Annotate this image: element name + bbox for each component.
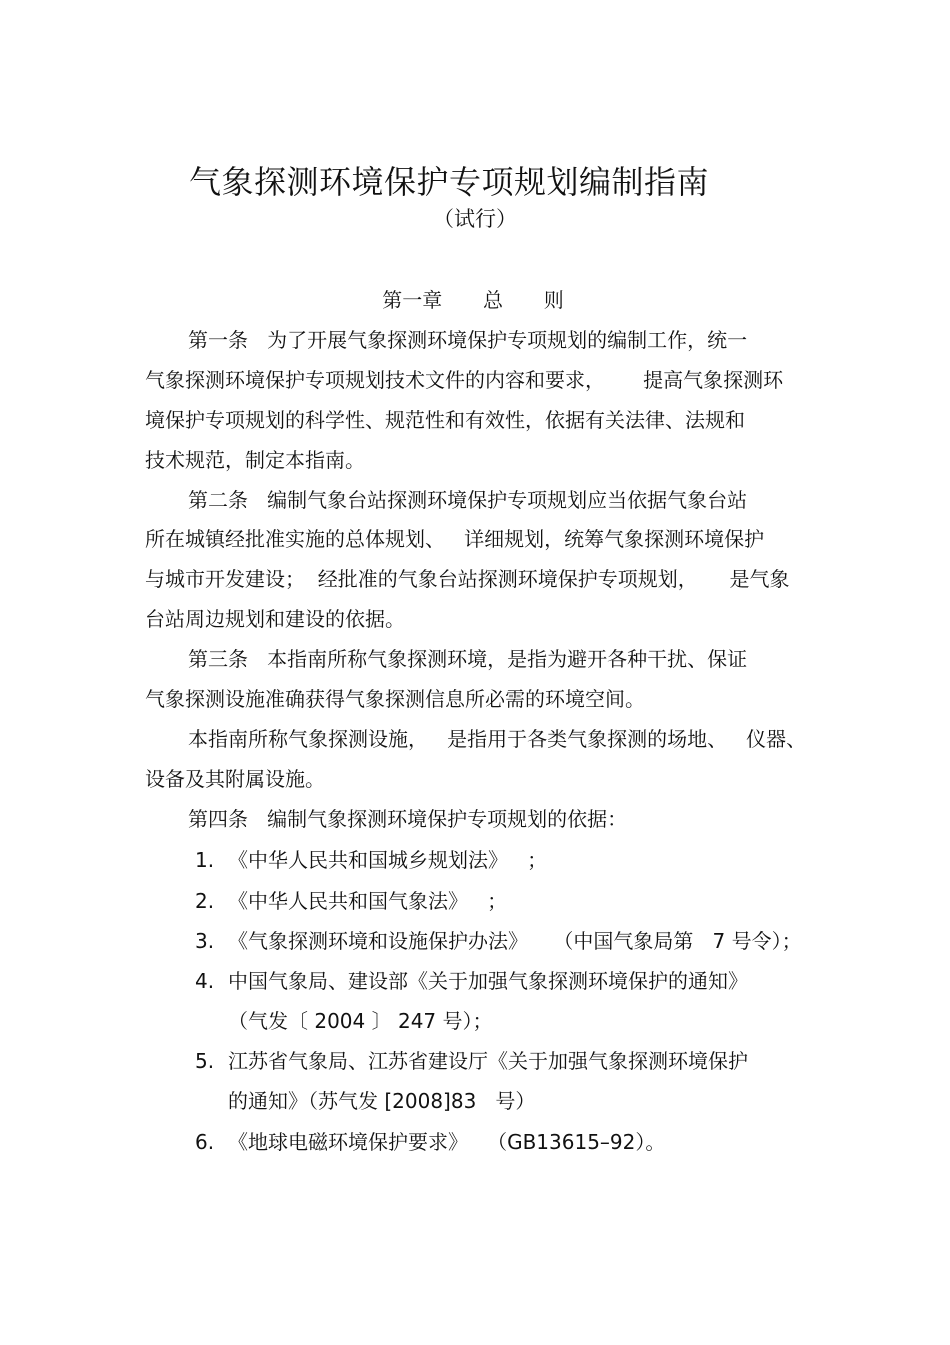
reference-item: 江苏省气象局、江苏省建设厅《关于加强气象探测环境保护 bbox=[228, 1049, 748, 1073]
article-1-line-3: 境保护专项规划的科学性、规范性和有效性，依据有关法律、法规和 bbox=[145, 408, 745, 432]
chapter-heading: 第一章 总 则 bbox=[382, 288, 564, 312]
reference-item: 中国气象局、建设部《关于加强气象探测环境保护的通知》 bbox=[228, 969, 748, 993]
reference-number: 1. bbox=[195, 848, 215, 872]
document-subtitle: （试行） bbox=[433, 207, 517, 231]
article-2-line-1: 第二条 编制气象台站探测环境保护专项规划应当依据气象台站 bbox=[188, 488, 748, 512]
article-2-line-3: 与城市开发建设； 经批准的气象台站探测环境保护专项规划， 是气象 bbox=[145, 567, 790, 591]
reference-number: 3. bbox=[195, 929, 215, 953]
reference-number: 2. bbox=[195, 889, 215, 913]
article-2-line-2: 所在城镇经批准实施的总体规划、 详细规划，统筹气象探测环境保护 bbox=[145, 527, 765, 551]
reference-item-continuation: （气发〔 2004 〕 247 号）； bbox=[228, 1009, 493, 1033]
reference-number: 4. bbox=[195, 969, 215, 993]
article-3-line-2: 气象探测设施准确获得气象探测信息所必需的环境空间。 bbox=[145, 687, 645, 711]
article-3-line-4: 设备及其附属设施。 bbox=[145, 767, 325, 791]
article-1-line-1: 第一条 为了开展气象探测环境保护专项规划的编制工作，统一 bbox=[188, 328, 748, 352]
reference-number: 5. bbox=[195, 1049, 215, 1073]
article-1-line-4: 技术规范，制定本指南。 bbox=[145, 448, 365, 472]
reference-item: 《气象探测环境和设施保护办法》 （中国气象局第 7 号令）； bbox=[228, 929, 802, 953]
reference-number: 6. bbox=[195, 1130, 215, 1154]
reference-item: 《中华人民共和国城乡规划法》 ； bbox=[228, 848, 548, 872]
article-4-line-1: 第四条 编制气象探测环境保护专项规划的依据： bbox=[188, 807, 628, 831]
article-3-line-1: 第三条 本指南所称气象探测环境，是指为避开各种干扰、保证 bbox=[188, 647, 748, 671]
reference-item: 《中华人民共和国气象法》 ； bbox=[228, 889, 508, 913]
article-3-line-3: 本指南所称气象探测设施， 是指用于各类气象探测的场地、 仪器、 bbox=[188, 727, 807, 751]
article-1-line-2: 气象探测环境保护专项规划技术文件的内容和要求， 提高气象探测环 bbox=[145, 368, 784, 392]
reference-item-continuation: 的通知》（苏气发 [2008]83 号） bbox=[228, 1089, 536, 1113]
document-title: 气象探测环境保护专项规划编制指南 bbox=[188, 163, 709, 201]
article-2-line-4: 台站周边规划和建设的依据。 bbox=[145, 607, 405, 631]
reference-item: 《地球电磁环境保护要求》 （GB13615–92）。 bbox=[228, 1130, 666, 1154]
